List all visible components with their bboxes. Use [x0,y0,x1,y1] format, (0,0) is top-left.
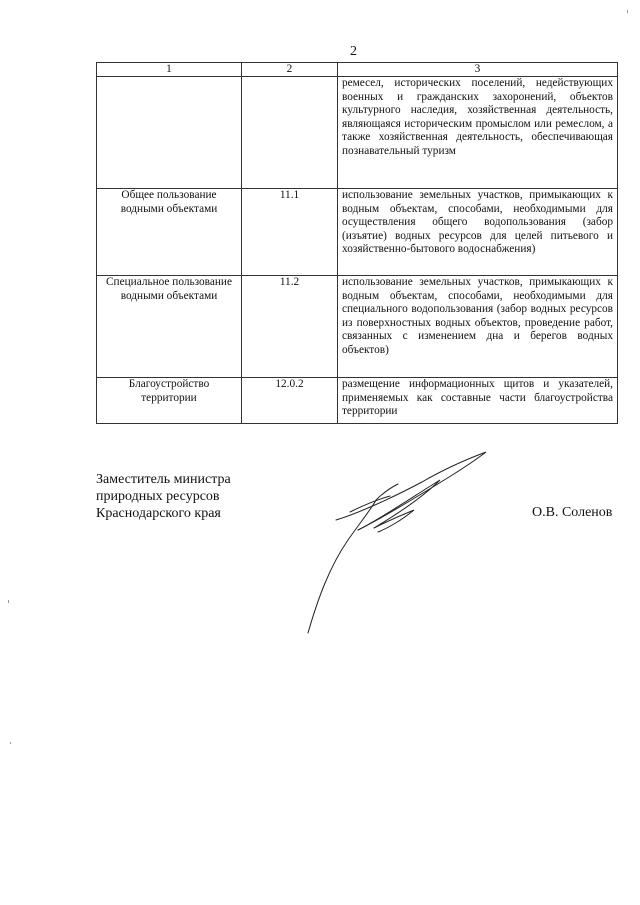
table-row [97,189,618,276]
row-description: размещение информационных щитов и указателей, применяемых как составные части благоустройства территории [338,378,618,424]
row-description: использование земельных участков, примыкающих к водным объектам, способами, необходимыми для осуществления общего водопользования (забор (изъятие) водных ресурсов для целей питьевого и хозяйственно-бытового водоснабжения) [338,189,618,276]
table-row [97,378,618,424]
table-row [97,77,618,189]
row-name: Благоустройство территории [97,378,242,424]
position-line: Заместитель министра [96,472,231,487]
row-name: Общее пользование водными объектами [97,189,242,276]
table-header-row [97,63,618,77]
row-description: ремесел, исторических поселений, недействующих военных и гражданских захоронений, объектов культурного наследия, хозяйственная деятельность, являющаяся историческим промыслом или ремеслом, а также хозяйственная деятельность, обеспечивающая познавательный туризм [338,77,618,189]
row-code [242,77,338,189]
signatory-position [96,471,231,522]
signatory-name: О.В. Соленов [532,505,613,520]
row-code: 11.2 [242,276,338,378]
row-description: использование земельных участков, примыкающих к водным объектам, способами, необходимыми для специального водопользования (забор водных ресурсов из поверхностных водных объектов, проведение работ, связанных с изменением дна и берегов водных объектов) [338,276,618,378]
row-name [97,77,242,189]
position-line: природных ресурсов [96,489,220,504]
column-header-1: 1 [97,63,242,77]
position-line: Краснодарского края [96,506,221,521]
column-header-3: 3 [338,63,618,77]
handwritten-signature [290,448,510,638]
row-code: 11.1 [242,189,338,276]
scan-speck [10,742,11,744]
scan-speck [627,10,628,13]
table-row [97,276,618,378]
column-header-2: 2 [242,63,338,77]
row-code: 12.0.2 [242,378,338,424]
row-name: Специальное пользование водными объектами [97,276,242,378]
land-use-table [96,62,618,424]
page-number: 2 [350,44,357,59]
scan-speck [8,600,9,603]
